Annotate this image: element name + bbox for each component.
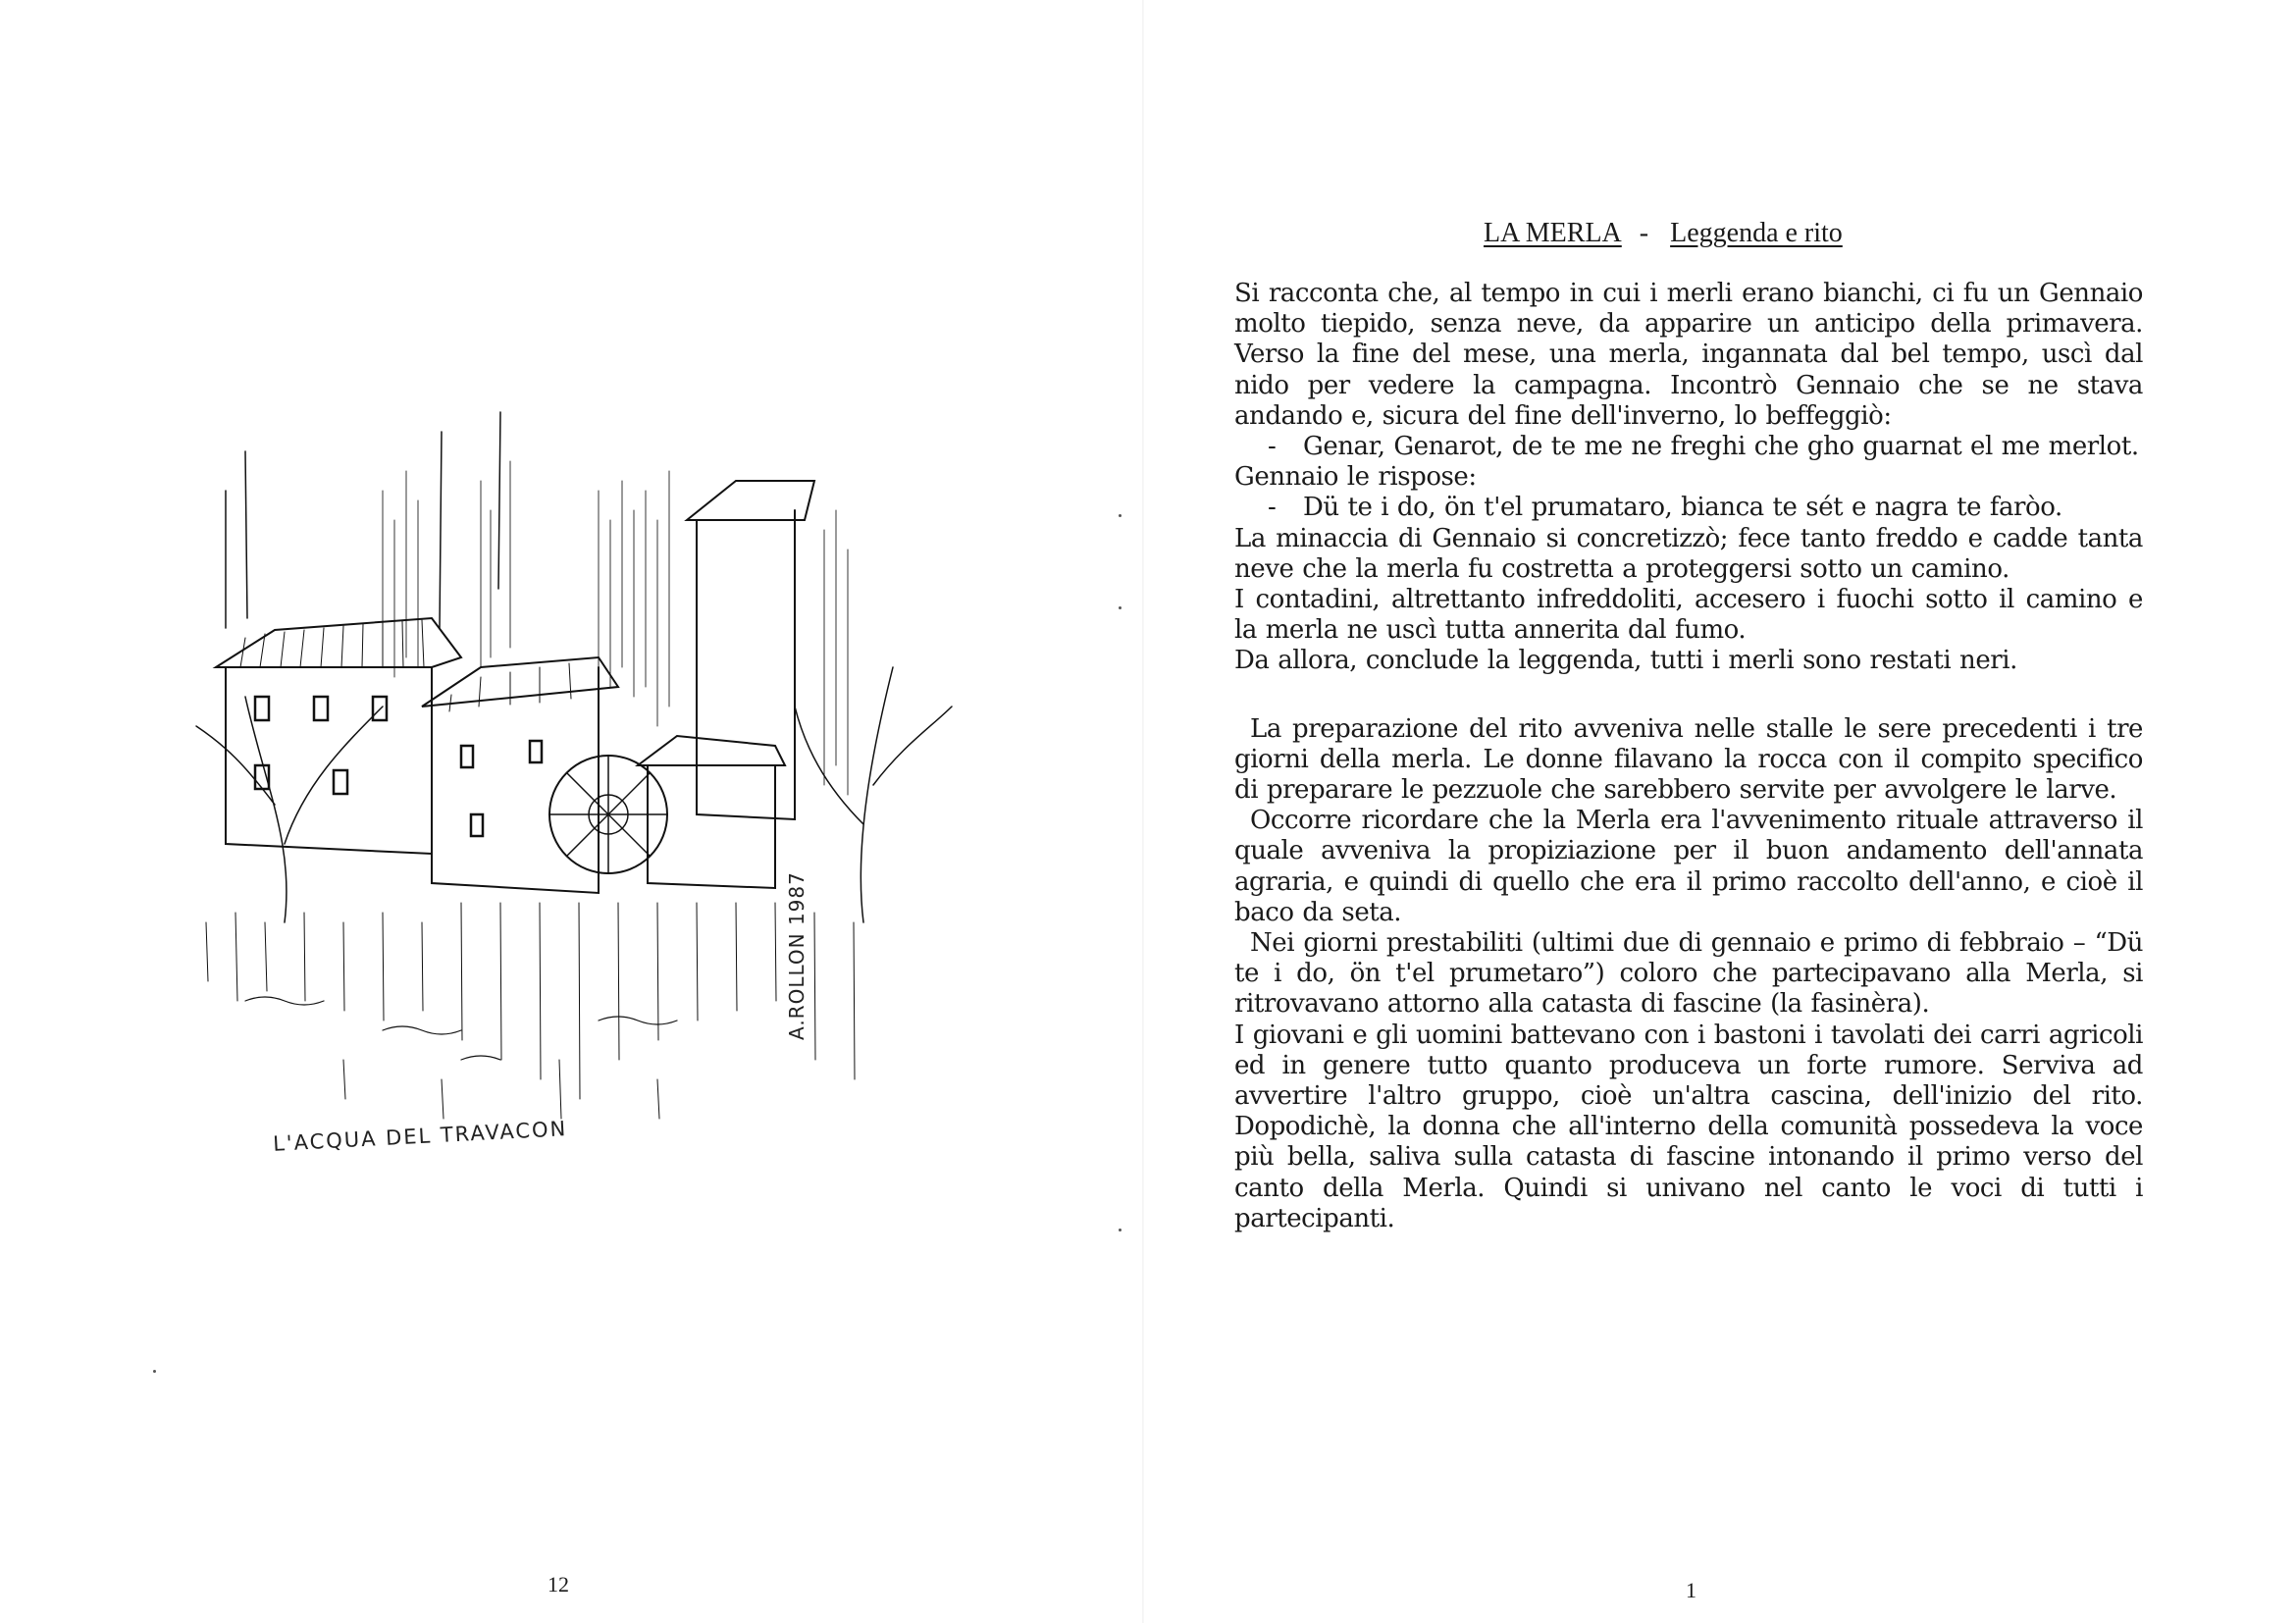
title-main: LA MERLA [1484, 218, 1622, 248]
title-separator: - [1639, 218, 1649, 248]
page-number-left: 12 [548, 1572, 569, 1597]
quote-line [1234, 432, 2143, 462]
paragraph: I giovani e gli uomini battevano con i bastoni i tavolati dei carri agricoli ed in genere tutto quanto produceva un forte rumore. Serviva ad avvertire l'altro gruppo, cioè un'altra cascina, dell'inizio del rito. Dopodichè, la donna che all'interno della comunità possedeva la voce più bella, saliva sulla catasta di fascine intonando il primo verso del canto della Merla. Quindi si univano nel canto le voci di tutti i partecipanti. [1234, 1020, 2143, 1233]
paragraph: I contadini, altrettanto infreddoliti, accesero i fuochi sotto il camino e la merla ne uscì tutta annerita dal fumo. [1234, 585, 2143, 646]
scan-mark [1119, 514, 1122, 517]
paragraph: Gennaio le rispose: [1234, 462, 1477, 493]
mill-sketch-illustration [186, 373, 971, 1178]
paragraph-gap [1234, 677, 2143, 714]
paragraph: Si racconta che, al tempo in cui i merli erano bianchi, ci fu un Gennaio molto tiepido, senza neve, da apparire un anticipo della primavera. Verso la fine del mese, una merla, ingannata dal bel tempo, uscì dal nido per vedere la campagna. Incontrò Gennaio che se ne stava andando e, sicura del fine dell'inverno, lo beffeggiò: [1234, 279, 2143, 431]
sketch-caption: L'ACQUA DEL TRAVACON [272, 1117, 568, 1156]
quote-line [1234, 493, 2143, 523]
title-subtitle: Leggenda e rito [1670, 218, 1843, 248]
quote-text: Genar, Genarot, de te me ne freghi che gho guarnat el me merlot. [1303, 432, 2139, 462]
left-page [0, 0, 1143, 1623]
paragraph: La minaccia di Gennaio si concretizzò; fece tanto freddo e cadde tanta neve che la merla fu costretta a proteggersi sotto un camino. [1234, 523, 2143, 584]
page-title [1484, 218, 1843, 249]
scan-mark [153, 1370, 156, 1373]
sketch-signature: A.ROLLON 1987 [785, 871, 809, 1040]
scan-mark [1119, 1229, 1122, 1231]
page-number-right: 1 [1686, 1578, 1696, 1602]
dash-bullet: - [1268, 493, 1277, 523]
paragraph: La preparazione del rito avveniva nelle stalle le sere precedenti i tre giorni della merla. Le donne filavano la rocca con il compito specifico di preparare le pezzuole che sarebbero servite per avvolgere le larve. [1234, 713, 2143, 806]
dash-bullet: - [1268, 432, 1277, 462]
scan-mark [1119, 606, 1122, 609]
paragraph: Da allora, conclude la leggenda, tutti i merli sono restati neri. [1234, 646, 2017, 676]
paragraph: Occorre ricordare che la Merla era l'avvenimento rituale attraverso il quale avveniva la propiziazione per il buon andamento dell'annata agraria, e quindi di quello che era il primo raccolto dell'anno, e cioè il baco da seta. [1234, 806, 2143, 927]
paragraph: Nei giorni prestabiliti (ultimi due di gennaio e primo di febbraio – “Dü te i do, ön t'el prumetaro”) coloro che partecipavano alla Merla, si ritrovavano attorno alla catasta di fascine (la fasinèra). [1234, 928, 2143, 1020]
quote-text: Dü te i do, ön t'el prumataro, bianca te sét e nagra te faròo. [1303, 493, 2062, 523]
body-text [1234, 279, 2143, 1234]
